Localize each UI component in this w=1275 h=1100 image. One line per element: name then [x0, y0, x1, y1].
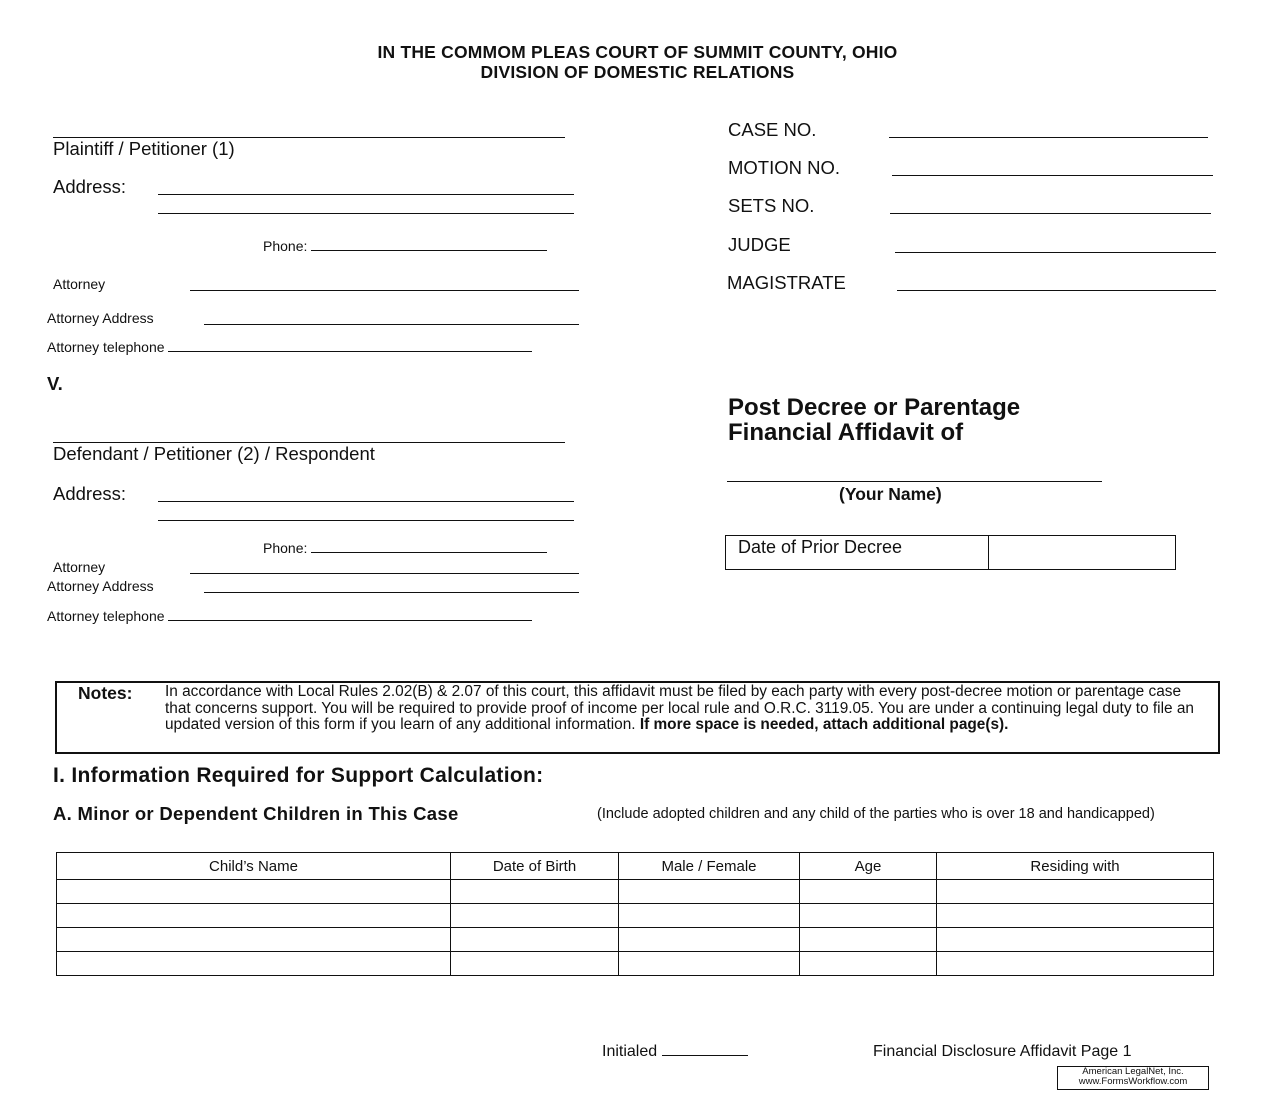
col-age: Age — [800, 853, 937, 880]
child-age-cell[interactable] — [800, 904, 937, 928]
child-name-cell[interactable] — [57, 880, 451, 904]
notes-body: In accordance with Local Rules 2.02(B) & 2.07 of this court, this affidavit must be filed by each party with every post-decree motion or parentage case that concerns support. You will be required to provide proof of income per local rule and O.R.C. 3119.05. You are under a continuing legal duty to file an updated version of this form if you learn of any additional information. — [165, 683, 1194, 733]
defendant-address-line-1[interactable] — [158, 501, 574, 502]
child-age-cell[interactable] — [800, 880, 937, 904]
defendant-address-line-2[interactable] — [158, 520, 574, 521]
defendant-attorney-address-label: Attorney Address — [47, 578, 154, 594]
child-dob-cell[interactable] — [451, 880, 619, 904]
col-residing-with: Residing with — [937, 853, 1214, 880]
defendant-attorney-label: Attorney — [53, 559, 106, 575]
notes-label: Notes: — [78, 683, 133, 703]
your-name-line[interactable] — [727, 481, 1102, 482]
defendant-phone-label: Phone: — [263, 540, 308, 556]
motion-no-label: MOTION NO. — [728, 157, 841, 178]
child-dob-cell[interactable] — [451, 904, 619, 928]
notes-bold: If more space is needed, attach additional page(s). — [639, 716, 1009, 733]
child-dob-cell[interactable] — [451, 952, 619, 976]
magistrate-label: MAGISTRATE — [727, 272, 846, 293]
plaintiff-attorney-telephone-field[interactable] — [47, 339, 532, 355]
defendant-attorney-line[interactable] — [190, 573, 579, 574]
publisher-url: www.FormsWorkflow.com — [1078, 1076, 1188, 1087]
defendant-address-label: Address: — [53, 483, 127, 504]
judge-label: JUDGE — [728, 234, 791, 255]
versus-label: V. — [47, 373, 63, 394]
defendant-attorney-telephone-field[interactable] — [47, 608, 532, 624]
publisher-logo — [1057, 1066, 1209, 1090]
section-a-note: (Include adopted children and any child of the parties who is over 18 and handicapped) — [597, 806, 1155, 822]
defendant-phone-field[interactable] — [263, 540, 547, 556]
defendant-label: Defendant / Petitioner (2) / Respondent — [53, 443, 375, 464]
defendant-phone-line[interactable] — [311, 542, 547, 553]
judge-line[interactable] — [895, 252, 1216, 253]
child-dob-cell[interactable] — [451, 928, 619, 952]
page-label: Financial Disclosure Affidavit Page 1 — [873, 1043, 1132, 1060]
plaintiff-attorney-telephone-label: Attorney telephone — [47, 339, 165, 355]
child-sex-cell[interactable] — [619, 928, 800, 952]
sets-no-line[interactable] — [890, 213, 1211, 214]
plaintiff-phone-label: Phone: — [263, 238, 308, 254]
table-row — [57, 928, 1214, 952]
motion-no-line[interactable] — [892, 175, 1213, 176]
court-title: IN THE COMMOM PLEAS COURT OF SUMMIT COUNTY, OHIO — [377, 42, 898, 62]
plaintiff-address-line-2[interactable] — [158, 213, 574, 214]
plaintiff-attorney-address-line[interactable] — [204, 324, 579, 325]
plaintiff-address-label: Address: — [53, 176, 127, 197]
child-age-cell[interactable] — [800, 928, 937, 952]
col-date-of-birth: Date of Birth — [451, 853, 619, 880]
initialed-line[interactable] — [662, 1043, 748, 1056]
prior-decree-label: Date of Prior Decree — [738, 537, 903, 557]
table-row — [57, 952, 1214, 976]
child-age-cell[interactable] — [800, 952, 937, 976]
plaintiff-phone-line[interactable] — [311, 240, 547, 251]
form-title-line2: Financial Affidavit of — [728, 419, 964, 446]
initialed-label: Initialed — [602, 1043, 658, 1060]
children-table — [56, 852, 1214, 976]
your-name-caption: (Your Name) — [839, 484, 942, 504]
child-name-cell[interactable] — [57, 904, 451, 928]
division-title: DIVISION OF DOMESTIC RELATIONS — [480, 62, 795, 82]
table-row — [57, 880, 1214, 904]
col-male-female: Male / Female — [619, 853, 800, 880]
plaintiff-attorney-line[interactable] — [190, 290, 579, 291]
col-childs-name: Child’s Name — [57, 853, 451, 880]
child-name-cell[interactable] — [57, 928, 451, 952]
prior-decree-box — [725, 535, 1176, 570]
case-no-line[interactable] — [889, 137, 1208, 138]
section-1-title: I. Information Required for Support Calculation: — [53, 764, 544, 787]
plaintiff-address-line-1[interactable] — [158, 194, 574, 195]
defendant-attorney-telephone-label: Attorney telephone — [47, 608, 165, 624]
plaintiff-label: Plaintiff / Petitioner (1) — [53, 138, 235, 159]
plaintiff-attorney-label: Attorney — [53, 276, 106, 292]
child-sex-cell[interactable] — [619, 952, 800, 976]
form-title-line1: Post Decree or Parentage — [728, 394, 1021, 421]
child-residing-cell[interactable] — [937, 904, 1214, 928]
child-sex-cell[interactable] — [619, 904, 800, 928]
sets-no-label: SETS NO. — [728, 195, 815, 216]
defendant-attorney-telephone-line[interactable] — [168, 610, 532, 621]
child-residing-cell[interactable] — [937, 880, 1214, 904]
notes-box — [55, 681, 1220, 754]
plaintiff-attorney-telephone-line[interactable] — [168, 341, 532, 352]
notes-text — [165, 684, 1205, 734]
case-no-label: CASE NO. — [728, 119, 817, 140]
children-table-header — [57, 853, 1214, 880]
initialed-field[interactable] — [602, 1043, 748, 1061]
child-residing-cell[interactable] — [937, 928, 1214, 952]
section-a-title: A. Minor or Dependent Children in This Case — [53, 803, 459, 824]
child-residing-cell[interactable] — [937, 952, 1214, 976]
prior-decree-value[interactable] — [988, 536, 1175, 569]
child-sex-cell[interactable] — [619, 880, 800, 904]
publisher-name: American LegalNet, Inc. — [1082, 1066, 1184, 1077]
plaintiff-phone-field[interactable] — [263, 238, 547, 254]
child-name-cell[interactable] — [57, 952, 451, 976]
defendant-attorney-address-line[interactable] — [204, 592, 579, 593]
magistrate-line[interactable] — [897, 290, 1216, 291]
table-row — [57, 904, 1214, 928]
plaintiff-attorney-address-label: Attorney Address — [47, 310, 154, 326]
